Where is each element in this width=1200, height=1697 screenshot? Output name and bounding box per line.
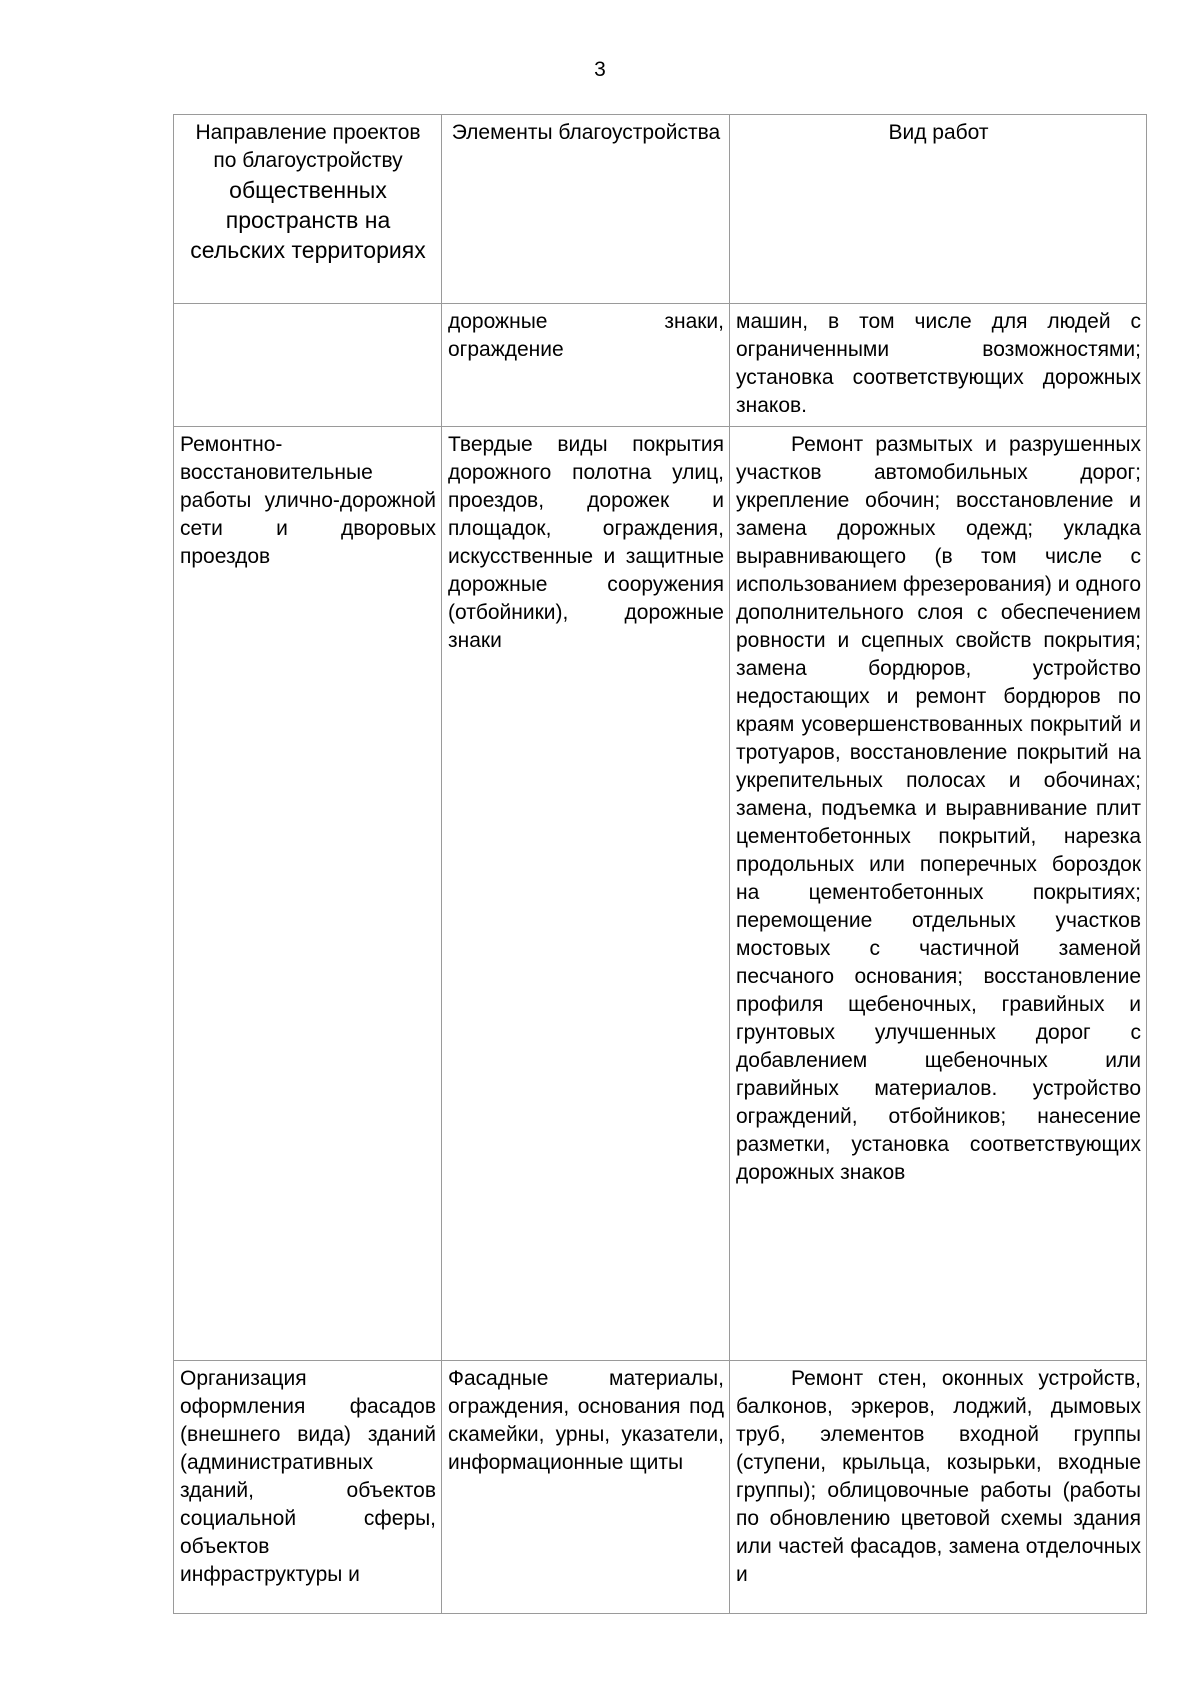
table-row [174,304,1147,427]
header-direction-line2: по благоустройству [213,149,403,172]
cell-works: Ремонт размытых и разрушенных участков автомобильных дорог; укрепление обочин; восстановление и замена дорожных одежд; укладка выравнивающего (в том числе с использованием фрезерования) и одного дополнительного слоя с обеспечением ровности и сцепных свойств покрытия; замена бордюров, устройство недостающих и ремонт бордюров по краям усовершенствованных покрытий и тротуаров, восстановление покрытий на укрепительных полосах и обочинах; замена, подъемка и выравнивание плит цементобетонных покрытий, нарезка продольных или поперечных бороздок на цементобетонных покрытиях; перемощение отдельных участков мостовых с частичной заменой песчаного основания; восстановление профиля щебеночных, гравийных и грунтовых улучшенных дорог с добавлением щебеночных или гравийных материалов. устройство ограждений, отбойников; нанесение разметки, установка соответствующих дорожных знаков [730,427,1147,1361]
cell-elements: Твердые виды покрытия дорожного полотна улиц, проездов, дорожек и площадок, ограждения, искусственные и защитные дорожные сооружения (отбойники), дорожные знаки [442,427,730,1361]
cell-works: машин, в том числе для людей с ограниченными возможностями; установка соответствующих дорожных знаков. [730,304,1147,427]
cell-direction [174,304,442,427]
cell-elements: Фасадные материалы, ограждения, основания под скамейки, урны, указатели, информационные щиты [442,1361,730,1614]
table-header-row [174,115,1147,304]
table-row [174,1361,1147,1614]
header-works: Вид работ [730,115,1147,304]
cell-direction: Организация оформления фасадов (внешнего вида) зданий (административных зданий, объектов социальной сферы, объектов инфраструктуры и [174,1361,442,1614]
cell-direction: Ремонтно-восстановительные работы улично-дорожной сети и дворовых проездов [174,427,442,1361]
cell-works: Ремонт стен, оконных устройств, балконов, эркеров, лоджий, дымовых труб, элементов входной группы (ступени, крыльца, козырьки, входные группы); облицовочные работы (работы по обновлению цветовой схемы здания или частей фасадов, замена отделочных и [730,1361,1147,1614]
table-row [174,427,1147,1361]
header-elements: Элементы благоустройства [442,115,730,304]
header-direction-line3: общественных пространств на сельских территориях [190,177,426,263]
works-table [173,114,1147,1614]
header-direction [174,115,442,304]
header-direction-line1: Направление проектов [195,121,421,144]
page-number: 3 [594,58,606,81]
cell-elements: дорожные знаки, ограждение [442,304,730,427]
